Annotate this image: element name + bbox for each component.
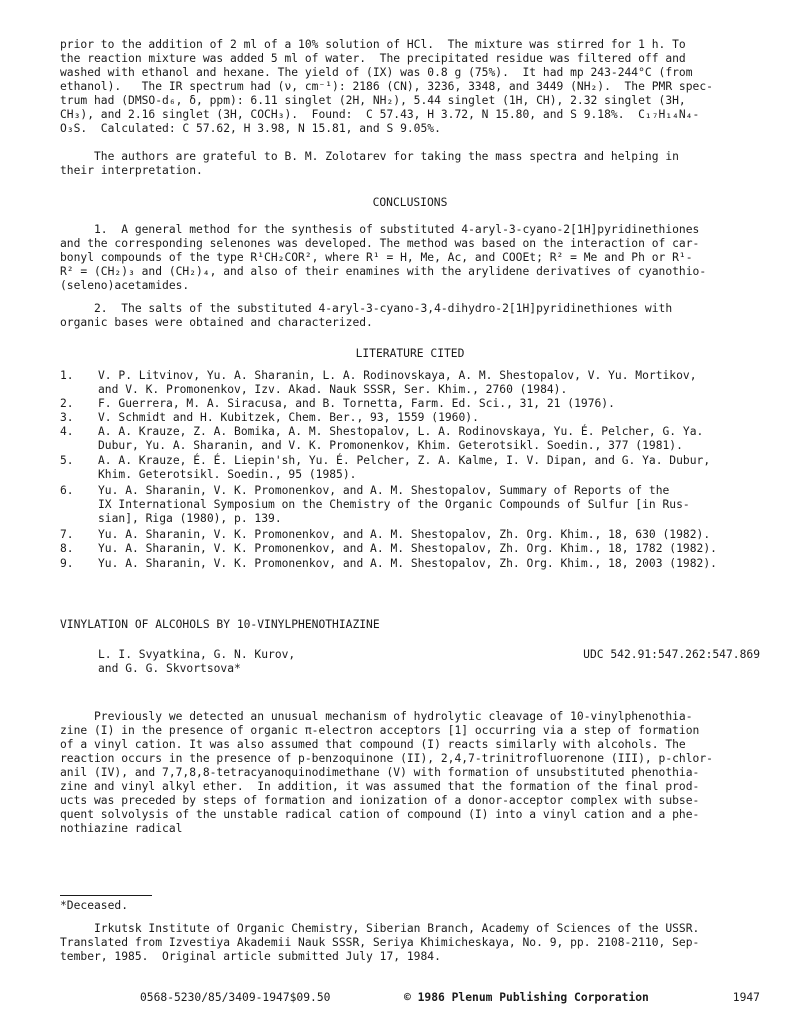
reference-continuation — [60, 383, 760, 397]
reference-number: 2. — [60, 397, 74, 410]
reference-text: Khim. Geterotsikl. Soedin., 95 (1985). — [98, 468, 357, 481]
text-line: and the corresponding selenones was developed. The method was based on the interaction of car- — [60, 237, 700, 250]
reference-item — [60, 484, 760, 498]
reference-item — [60, 411, 760, 425]
text-line: Previously we detected an unusual mechanism of hydrolytic cleavage of 10-vinylphenothia- — [60, 710, 693, 723]
text-line: anil (IV), and 7,7,8,8-tetracyanoquinodimethane (V) with formation of unsubstituted phenothia- — [60, 766, 700, 779]
text-line: tember, 1985. Original article submitted July 17, 1984. — [60, 950, 441, 963]
literature-heading: LITERATURE CITED — [355, 347, 465, 360]
text-line: O₃S. Calculated: C 57.62, H 3.98, N 15.81, and S 9.05%. — [60, 122, 441, 135]
reference-number: 3. — [60, 411, 74, 424]
reference-continuation — [60, 512, 760, 526]
text-line: Translated from Izvestiya Akademii Nauk SSSR, Seriya Khimicheskaya, No. 9, pp. 2108-2110, Sep- — [60, 936, 700, 949]
reference-text: Yu. A. Sharanin, V. K. Promonenkov, and A. M. Shestopalov, Zh. Org. Khim., 18, 630 (1982). — [98, 528, 711, 541]
reference-text: V. Schmidt and H. Kubitzek, Chem. Ber., 93, 1559 (1960). — [98, 411, 479, 424]
reference-number: 4. — [60, 425, 74, 438]
footnote-deceased: *Deceased. — [60, 899, 129, 912]
reference-text: and V. K. Promonenkov, Izv. Akad. Nauk SSSR, Ser. Khim., 2760 (1984). — [98, 383, 568, 396]
text-line: ucts was preceded by steps of formation and ionization of a donor-acceptor complex with subse- — [60, 794, 700, 807]
text-line: CH₃), and 2.16 singlet (3H, COCH₃). Found: C 57.43, H 3.72, N 15.80, and S 9.18%. C₁₇H₁₄N₄- — [60, 108, 700, 121]
text-line: 1. A general method for the synthesis of substituted 4-aryl-3-cyano-2[1H]pyridinethiones — [60, 223, 700, 236]
reference-number: 5. — [60, 454, 74, 467]
text-line: the reaction mixture was added 5 ml of water. The precipitated residue was filtered off and — [60, 52, 686, 65]
reference-item — [60, 397, 760, 411]
reference-text: A. A. Krauze, Z. A. Bomika, A. M. Shestopalov, L. A. Rodinovskaya, Yu. É. Pelcher, G. Ya. — [98, 425, 704, 438]
text-line: Irkutsk Institute of Organic Chemistry, Siberian Branch, Academy of Sciences of the USSR. — [60, 922, 700, 935]
text-line: ethanol). The IR spectrum had (ν, cm⁻¹): 2186 (CN), 3236, 3348, and 3449 (NH₂). The PMR spec- — [60, 80, 713, 93]
text-line: trum had (DMSO-d₆, δ, ppm): 6.11 singlet (2H, NH₂), 5.44 singlet (1H, CH), 2.32 singlet (3H, — [60, 94, 686, 107]
text-line: quent solvolysis of the unstable radical cation of compound (I) into a vinyl cation and a phe- — [60, 808, 700, 821]
text-line: organic bases were obtained and characterized. — [60, 316, 373, 329]
reference-item — [60, 454, 760, 468]
reference-text: Dubur, Yu. A. Sharanin, and V. K. Promonenkov, Khim. Geterotsikl. Soedin., 377 (1981). — [98, 439, 683, 452]
reference-number: 8. — [60, 542, 74, 555]
text-line: their interpretation. — [60, 164, 203, 177]
text-line: prior to the addition of 2 ml of a 10% solution of HCl. The mixture was stirred for 1 h. To — [60, 38, 686, 51]
reference-text: F. Guerrera, M. A. Siracusa, and B. Tornetta, Farm. Ed. Sci., 31, 21 (1976). — [98, 397, 615, 410]
article-title: VINYLATION OF ALCOHOLS BY 10-VINYLPHENOTHIAZINE — [60, 618, 380, 631]
text-line: The authors are grateful to B. M. Zolotarev for taking the mass spectra and helping in — [60, 150, 679, 163]
footer-copyright: © 1986 Plenum Publishing Corporation — [404, 991, 649, 1004]
reference-text: sian], Riga (1980), p. 139. — [98, 512, 282, 525]
reference-text: IX International Symposium on the Chemistry of the Organic Compounds of Sulfur [in Rus- — [98, 498, 690, 511]
page-number: 1947 — [732, 991, 760, 1004]
reference-text: V. P. Litvinov, Yu. A. Sharanin, L. A. Rodinovskaya, A. M. Shestopalov, V. Yu. Mortikov, — [98, 369, 697, 382]
reference-text: Yu. A. Sharanin, V. K. Promonenkov, and A. M. Shestopalov, Zh. Org. Khim., 18, 2003 (1982). — [98, 557, 717, 570]
footer-code: 0568-5230/85/3409-1947$09.50 — [140, 991, 331, 1004]
reference-number: 7. — [60, 528, 74, 541]
conclusions-heading: CONCLUSIONS — [372, 196, 448, 209]
reference-number: 1. — [60, 369, 74, 382]
text-line: R² = (CH₂)₃ and (CH₂)₄, and also of their enamines with the arylidene derivatives of cyanothio- — [60, 265, 707, 278]
reference-continuation — [60, 498, 760, 512]
reference-item — [60, 528, 760, 542]
reference-item — [60, 557, 760, 571]
udc-code: UDC 542.91:547.262:547.869 — [583, 648, 760, 661]
reference-item — [60, 369, 760, 383]
text-line: 2. The salts of the substituted 4-aryl-3-cyano-3,4-dihydro-2[1H]pyridinethiones with — [60, 302, 673, 315]
text-line: zine (I) in the presence of organic π-electron acceptors [1] occurring via a step of formation — [60, 724, 700, 737]
text-line: washed with ethanol and hexane. The yield of (IX) was 0.8 g (75%). It had mp 243-244°C (from — [60, 66, 693, 79]
reference-number: 9. — [60, 557, 74, 570]
reference-text: Yu. A. Sharanin, V. K. Promonenkov, and A. M. Shestopalov, Zh. Org. Khim., 18, 1782 (1982). — [98, 542, 717, 555]
text-line: bonyl compounds of the type R¹CH₂COR², where R¹ = H, Me, Ac, and COOEt; R² = Me and Ph or R¹- — [60, 251, 693, 264]
reference-item — [60, 425, 760, 439]
reference-item — [60, 542, 760, 556]
text-line: (seleno)acetamides. — [60, 279, 190, 292]
text-line: nothiazine radical — [60, 822, 183, 835]
reference-continuation — [60, 439, 760, 453]
author-line: L. I. Svyatkina, G. N. Kurov, — [98, 648, 296, 661]
reference-text: Yu. A. Sharanin, V. K. Promonenkov, and A. M. Shestopalov, Summary of Reports of the — [98, 484, 670, 497]
text-line: zine and vinyl alkyl ether. In addition, it was assumed that the formation of the final prod- — [60, 780, 700, 793]
reference-number: 6. — [60, 484, 74, 497]
text-line: reaction occurs in the presence of p-benzoquinone (II), 2,4,7-trinitrofluorenone (III), p-chlor- — [60, 752, 713, 765]
footnote-rule — [60, 895, 152, 896]
text-line: of a vinyl cation. It was also assumed that compound (I) reacts similarly with alcohols. The — [60, 738, 686, 751]
author-line: and G. G. Skvortsova* — [98, 662, 241, 675]
reference-text: A. A. Krauze, É. É. Liepin'sh, Yu. É. Pelcher, Z. A. Kalme, I. V. Dipan, and G. Ya. Dubur, — [98, 454, 711, 467]
reference-continuation — [60, 468, 760, 482]
